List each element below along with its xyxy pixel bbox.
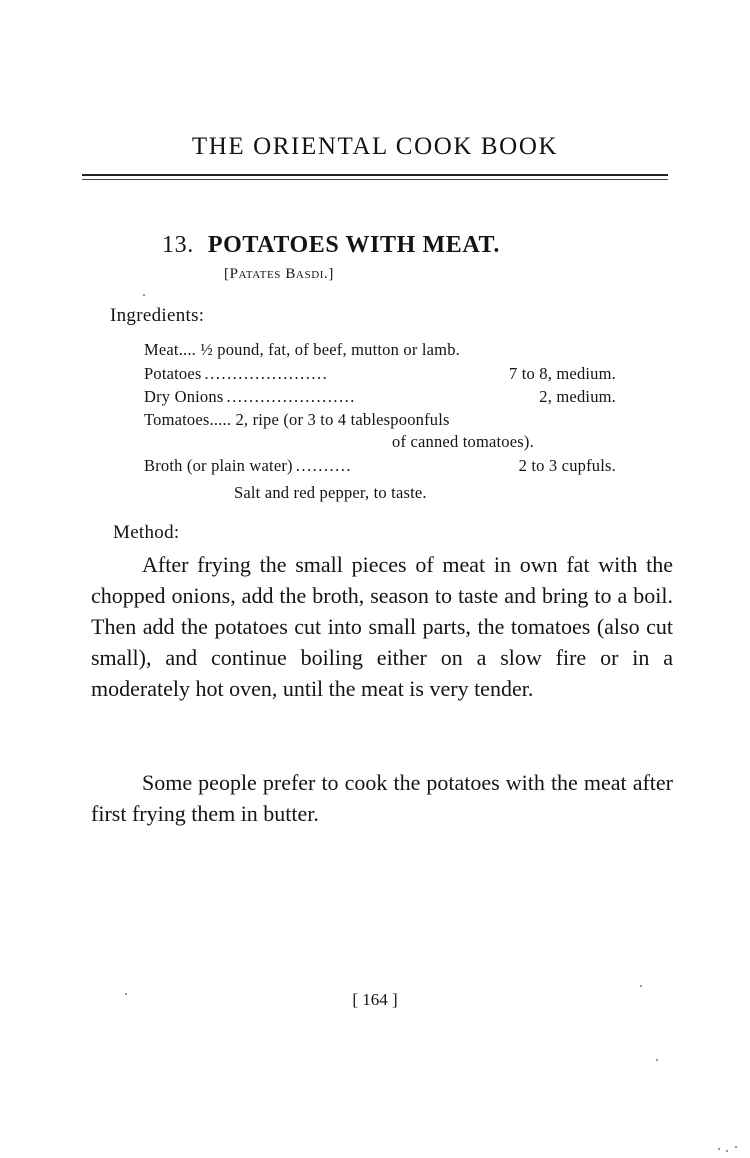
dot-leader: ......................	[204, 364, 329, 383]
recipe-number: 13.	[162, 232, 194, 258]
dot-leader: ..........	[295, 456, 352, 475]
ingredient-amount: ½ pound, fat, of beef, mutton or lamb.	[200, 340, 460, 359]
method-paragraph: After frying the small pieces of meat in own fat with the chopped onions, add the broth, season to taste and bring to a boil. Then add the potatoes cut into small parts, the tomatoes (also cut small), and continue boiling either on a slow fire or in a moderately hot oven, until the meat is very tender.	[91, 552, 673, 701]
ingredient-tomatoes	[144, 410, 450, 430]
method-paragraph: Some people prefer to cook the potatoes with the meat after first frying them in butter.	[91, 770, 673, 826]
recipe-title	[162, 232, 500, 259]
scan-speck	[640, 985, 642, 987]
ingredient-amount: 7 to 8, medium.	[508, 364, 616, 383]
running-head: THE ORIENTAL COOK BOOK	[191, 133, 559, 160]
scan-speck	[735, 1146, 737, 1148]
ingredient-meat	[144, 340, 460, 360]
ingredient-dry-onions	[144, 387, 616, 407]
recipe-title-text: POTATOES WITH MEAT.	[207, 232, 500, 258]
ingredient-tomatoes-continuation: of canned tomatoes).	[392, 432, 534, 451]
ingredient-amount: 2, medium.	[539, 387, 616, 406]
ingredient-name: Dry Onions	[144, 387, 224, 406]
scan-speck	[726, 1150, 728, 1152]
scan-speck	[656, 1059, 658, 1061]
scan-speck	[143, 294, 145, 296]
page-number: [ 164 ]	[352, 990, 398, 1009]
dot-leader: .......................	[226, 387, 356, 406]
method-label: Method:	[113, 522, 180, 543]
ingredient-potatoes	[144, 364, 616, 384]
ingredient-amount: 2, ripe (or 3 to 4 tablespoonfuls	[235, 410, 450, 429]
ingredient-broth	[144, 456, 616, 476]
scan-speck	[718, 1148, 720, 1150]
ingredient-name: Broth (or plain water)	[144, 456, 293, 475]
header-rule-thin	[82, 179, 668, 180]
header-rule	[82, 174, 668, 176]
ingredients-label: Ingredients:	[110, 305, 205, 326]
recipe-subtitle: [Patates Basdi.]	[224, 266, 334, 282]
seasoning-note: Salt and red pepper, to taste.	[234, 483, 427, 502]
ingredient-name: Potatoes	[144, 364, 202, 383]
ingredient-name: Meat....	[144, 340, 197, 359]
ingredient-name: Tomatoes.....	[144, 410, 232, 429]
ingredient-amount: 2 to 3 cupfuls.	[518, 456, 616, 475]
scan-speck	[125, 993, 127, 995]
